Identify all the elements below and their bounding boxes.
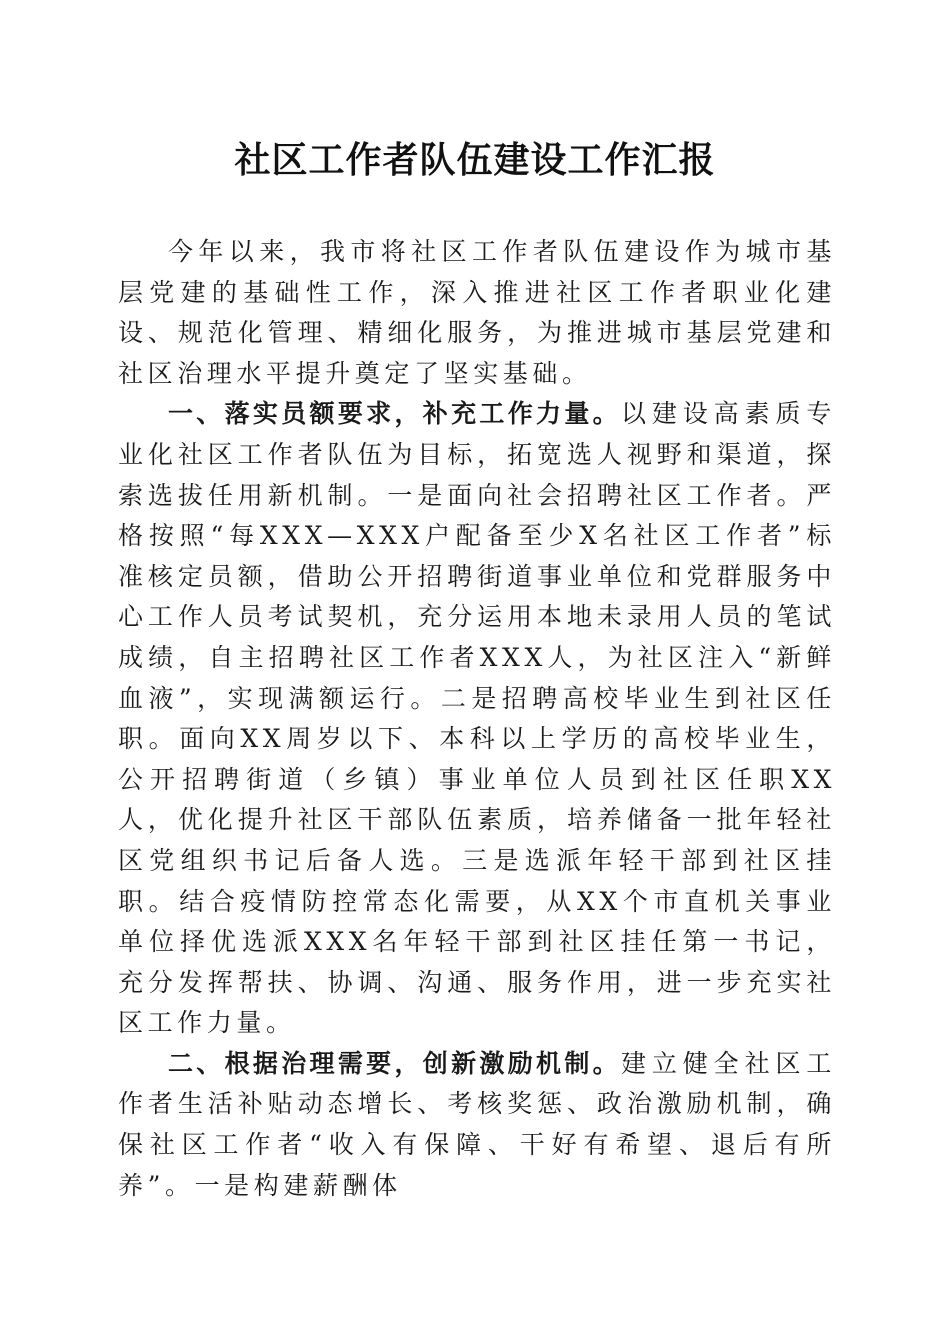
section-heading-1: 一、落实员额要求，补充工作力量。 [168,399,621,429]
section-body-1: 以建设高素质专业化社区工作者队伍为目标，拓宽选人视野和渠道，探索选拔任用新机制。一是面向社会招聘社区工作者。严格按照“每XXX—XXX户配备至少X名社区工作者”标准核定员额，借助公开招聘街道事业单位和党群服务中心工作人员考试契机，充分运用本地未录用人员的笔试成绩，自主招聘社区工作者XXX人，为社区注入“新鲜血液”，实现满额运行。二是招聘高校毕业生到社区任职。面向XX周岁以下、本科以上学历的高校毕业生，公开招聘街道（乡镇）事业单位人员到社区任职XX人，优化提升社区干部队伍素质，培养储备一批年轻社区党组织书记后备人选。三是选派年轻干部到社区挂职。结合疫情防控常态化需要，从XX个市直机关事业单位择优选派XXX名年轻干部到社区挂任第一书记，充分发挥帮扶、协调、沟通、服务作用，进一步充实社区工作力量。 [118,399,836,1038]
section-paragraph-2 [118,1044,836,1206]
section-heading-2: 二、根据治理需要，创新激励机制。 [168,1048,621,1078]
document-title: 社区工作者队伍建设工作汇报 [234,139,716,181]
document-body [118,232,836,1206]
section-body-2: 建立健全社区工作者生活补贴动态增长、考核奖惩、政治激励机制，确保社区工作者“收入有保障、干好有希望、退后有所养”。一是构建薪酬体 [118,1048,836,1200]
section-paragraph-1 [118,394,836,1044]
intro-paragraph: 今年以来，我市将社区工作者队伍建设作为城市基层党建的基础性工作，深入推进社区工作者职业化建设、规范化管理、精细化服务，为推进城市基层党建和社区治理水平提升奠定了坚实基础。 [118,237,836,388]
